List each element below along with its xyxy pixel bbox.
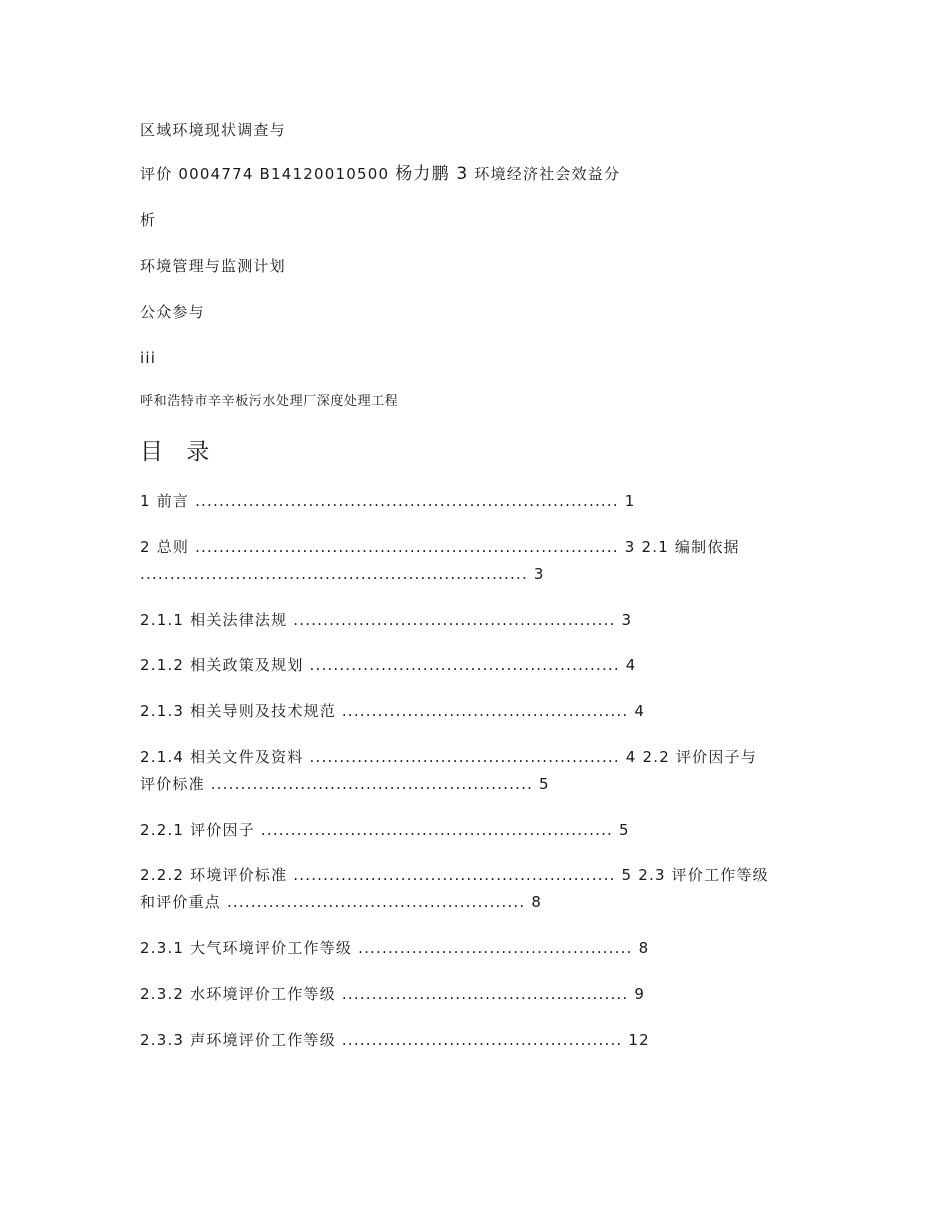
- roman-page-number: iii: [140, 349, 157, 367]
- toc-line: 评价标准 ...................................................... 5: [140, 775, 550, 793]
- heading-line-5: 公众参与: [140, 303, 205, 321]
- toc-line: 和评价重点 .................................................. 8: [140, 893, 543, 911]
- toc-line: 2 总则 ....................................................................... 3 2.1 编制依据: [140, 538, 740, 556]
- toc-line: 2.2.2 环境评价标准 ...................................................... 5 2.3 评价工作等级: [140, 866, 769, 884]
- heading-line-2-author: 杨力鹏 3: [395, 164, 469, 184]
- toc-line: 1 前言 ....................................................................... 1: [140, 492, 636, 510]
- toc-title: 目 录: [140, 439, 218, 465]
- toc-line: 2.2.1 评价因子 ........................................................... 5: [140, 821, 630, 839]
- heading-line-2-part-a: 评价 0004774 B14120010500: [140, 165, 396, 183]
- toc-line: ................................................................. 3: [140, 565, 545, 583]
- toc-line: 2.3.2 水环境评价工作等级 ................................................ 9: [140, 985, 646, 1003]
- toc-line: 2.3.3 声环境评价工作等级 ............................................... 12: [140, 1031, 650, 1049]
- toc-line: 2.1.2 相关政策及规划 .................................................... 4: [140, 656, 637, 674]
- heading-line-4: 环境管理与监测计划: [140, 257, 286, 275]
- heading-line-2: [140, 164, 620, 184]
- heading-line-3: 析: [140, 211, 157, 229]
- heading-line-2-part-c: 环境经济社会效益分: [468, 165, 621, 183]
- toc-line: 2.1.3 相关导则及技术规范 ................................................ 4: [140, 702, 646, 720]
- toc-line: 2.1.1 相关法律法规 ...................................................... 3: [140, 611, 633, 629]
- project-title: 呼和浩特市辛辛板污水处理厂深度处理工程: [140, 394, 399, 409]
- toc-line: 2.1.4 相关文件及资料 .................................................... 4 2.2 评价因子与: [140, 748, 757, 766]
- toc-line: 2.3.1 大气环境评价工作等级 .............................................. 8: [140, 939, 650, 957]
- heading-line-1: 区域环境现状调查与: [140, 121, 286, 139]
